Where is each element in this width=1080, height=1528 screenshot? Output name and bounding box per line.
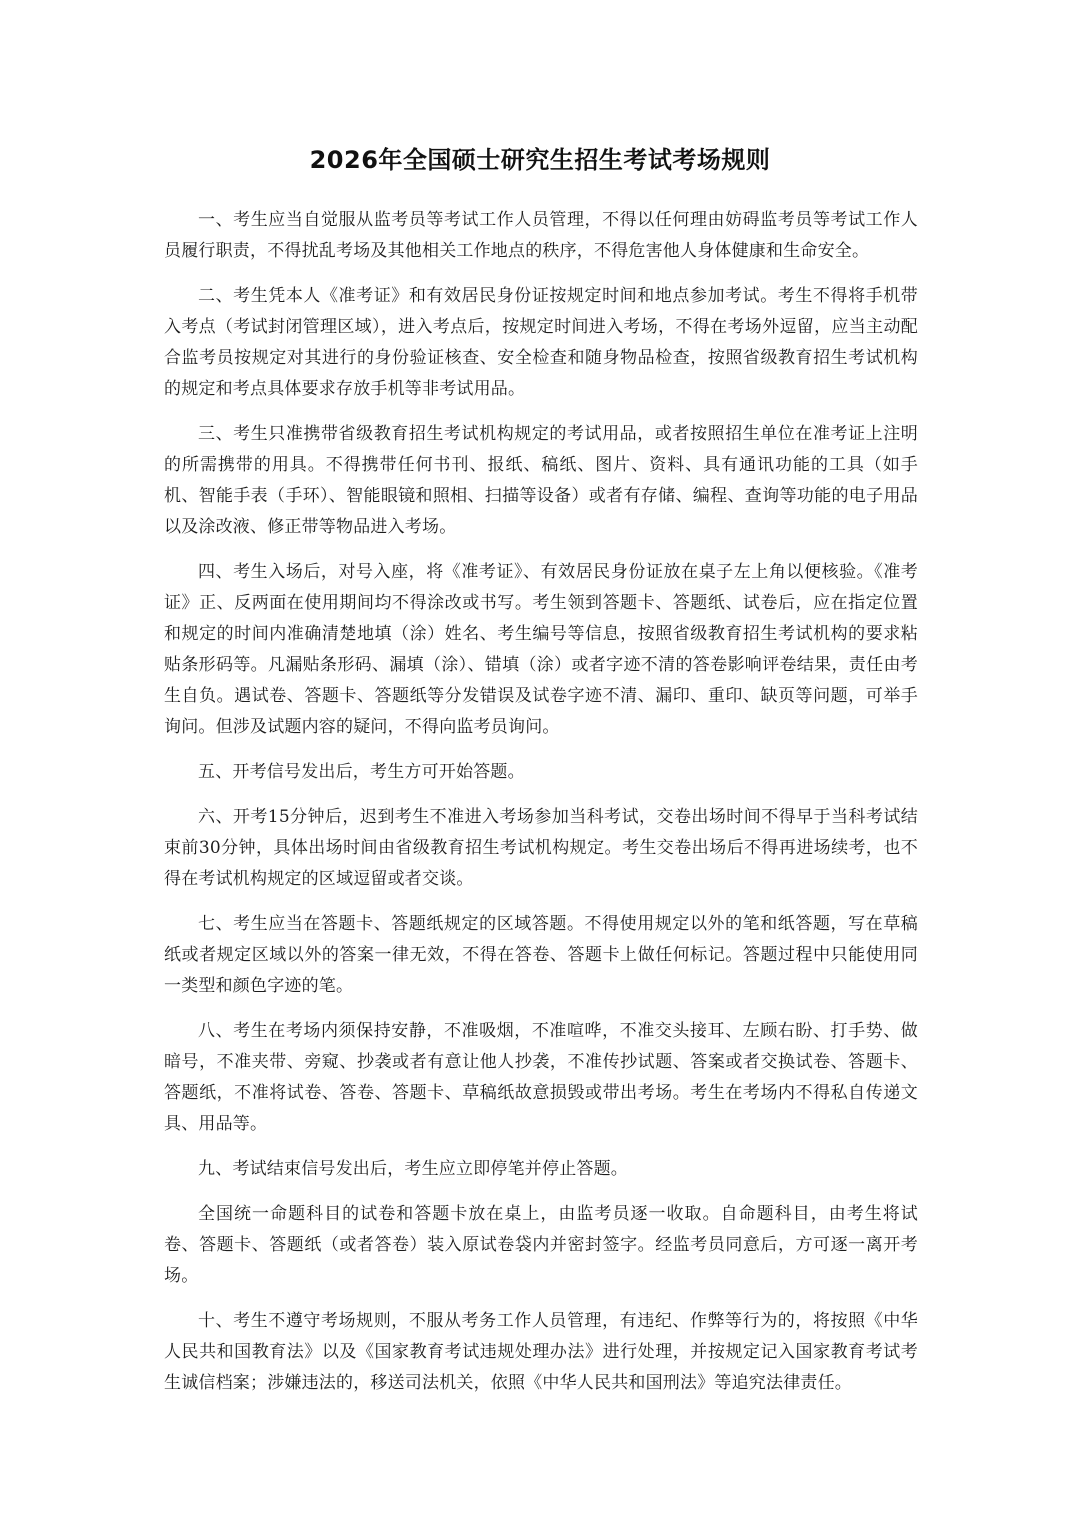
document-title: 2026年全国硕士研究生招生考试考场规则: [309, 146, 771, 174]
rule-paragraph-2: 二、考生凭本人《准考证》和有效居民身份证按规定时间和地点参加考试。考生不得将手机带入考点（考试封闭管理区域），进入考点后，按规定时间进入考场，不得在考场外逗留，应当主动配合监考员按规定对其进行的身份验证核查、安全检查和随身物品检查，按照省级教育招生考试机构的规定和考点具体要求存放手机等非考试用品。: [164, 286, 918, 399]
rule-paragraph-5: 五、开考信号发出后，考生方可开始答题。: [198, 762, 525, 782]
rule-paragraph-6: 六、开考15分钟后，迟到考生不准进入考场参加当科考试，交卷出场时间不得早于当科考试结束前30分钟，具体出场时间由省级教育招生考试机构规定。考生交卷出场后不得再进场续考，也不得在考试机构规定的区域逗留或者交谈。: [164, 807, 918, 889]
rule-paragraph-7: 七、考生应当在答题卡、答题纸规定的区域答题。不得使用规定以外的笔和纸答题，写在草稿纸或者规定区域以外的答案一律无效，不得在答卷、答题卡上做任何标记。答题过程中只能使用同一类型和颜色字迹的笔。: [164, 914, 918, 996]
rule-paragraph-4: 四、考生入场后，对号入座，将《准考证》、有效居民身份证放在桌子左上角以便核验。《准考证》正、反两面在使用期间均不得涂改或书写。考生领到答题卡、答题纸、试卷后，应在指定位置和规定的时间内准确清楚地填（涂）姓名、考生编号等信息，按照省级教育招生考试机构的要求粘贴条形码等。凡漏贴条形码、漏填（涂）、错填（涂）或者字迹不清的答卷影响评卷结果，责任由考生自负。遇试卷、答题卡、答题纸等分发错误及试卷字迹不清、漏印、重印、缺页等问题，可举手询问。但涉及试题内容的疑问，不得向监考员询问。: [164, 562, 918, 737]
rule-paragraph-8: 八、考生在考场内须保持安静，不准吸烟，不准喧哗，不准交头接耳、左顾右盼、打手势、做暗号，不准夹带、旁窥、抄袭或者有意让他人抄袭，不准传抄试题、答案或者交换试卷、答题卡、答题纸，不准将试卷、答卷、答题卡、草稿纸故意损毁或带出考场。考生在考场内不得私自传递文具、用品等。: [164, 1021, 918, 1134]
rule-paragraph-3: 三、考生只准携带省级教育招生考试机构规定的考试用品，或者按照招生单位在准考证上注明的所需携带的用具。不得携带任何书刊、报纸、稿纸、图片、资料、具有通讯功能的工具（如手机、智能手表（手环）、智能眼镜和照相、扫描等设备）或者有存储、编程、查询等功能的电子用品以及涂改液、修正带等物品进入考场。: [164, 424, 918, 537]
document-body: [164, 205, 918, 1413]
rule-paragraph-9: 九、考试结束信号发出后，考生应立即停笔并停止答题。: [198, 1159, 628, 1179]
rule-paragraph-10: 十、考生不遵守考场规则，不服从考务工作人员管理，有违纪、作弊等行为的，将按照《中华人民共和国教育法》以及《国家教育考试违规处理办法》进行处理，并按规定记入国家教育考试考生诚信档案；涉嫌违法的，移送司法机关，依照《中华人民共和国刑法》等追究法律责任。: [164, 1311, 918, 1393]
rule-paragraph-9-continued: 全国统一命题科目的试卷和答题卡放在桌上，由监考员逐一收取。自命题科目，由考生将试卷、答题卡、答题纸（或者答卷）装入原试卷袋内并密封签字。经监考员同意后，方可逐一离开考场。: [164, 1204, 918, 1286]
rule-paragraph-1: 一、考生应当自觉服从监考员等考试工作人员管理，不得以任何理由妨碍监考员等考试工作人员履行职责，不得扰乱考场及其他相关工作地点的秩序，不得危害他人身体健康和生命安全。: [164, 210, 918, 261]
